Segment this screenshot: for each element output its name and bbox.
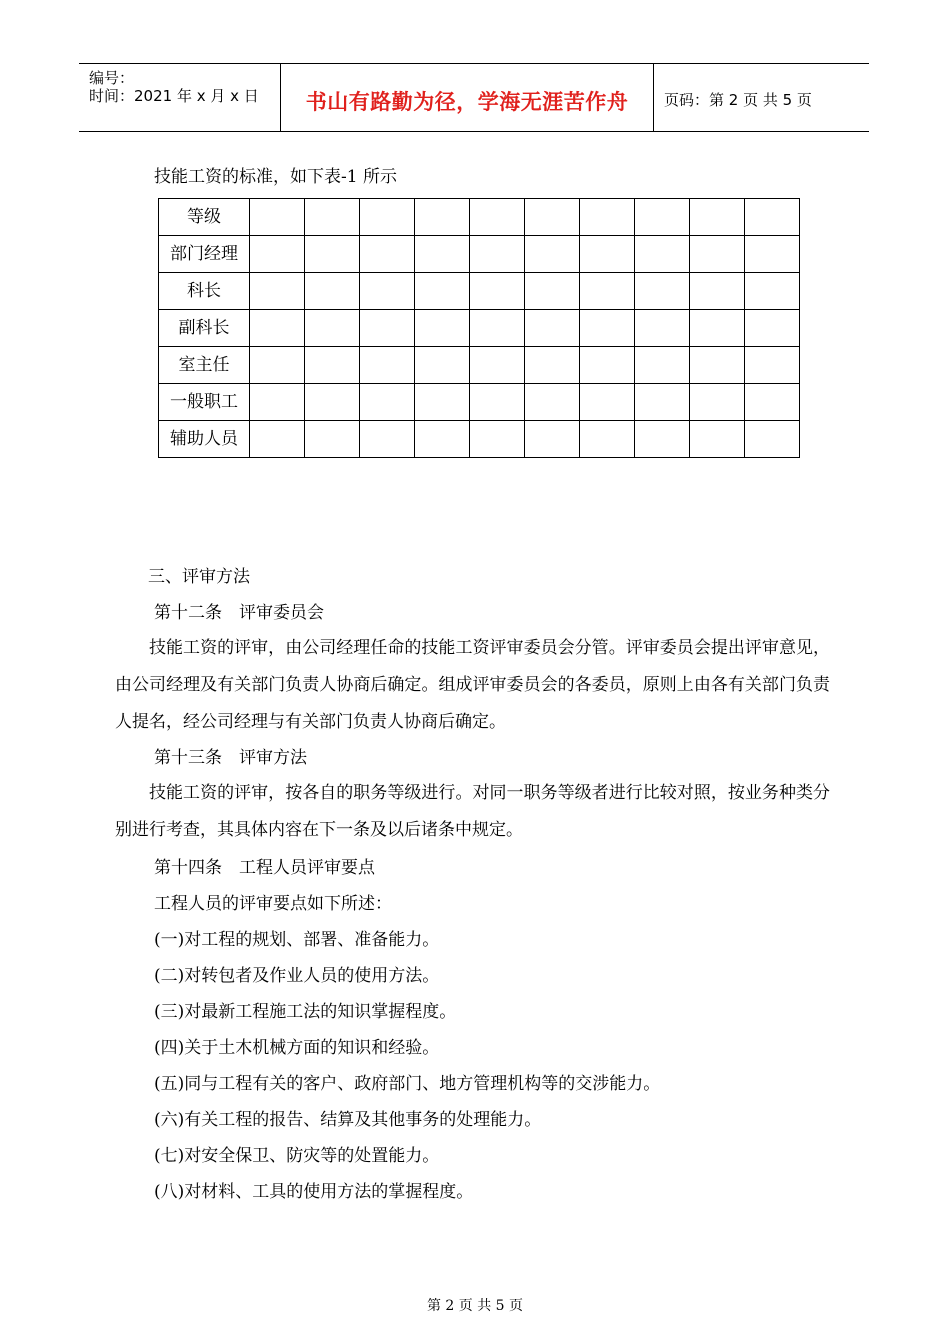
list-item: (六)有关工程的报告、结算及其他事务的处理能力。 <box>154 1110 542 1130</box>
table-cell <box>415 236 470 273</box>
table-cell <box>745 421 800 458</box>
table-cell <box>690 236 745 273</box>
row-label: 副科长 <box>159 310 250 347</box>
row-label: 等级 <box>159 199 250 236</box>
header-motto-cell <box>281 64 654 131</box>
table-cell <box>470 310 525 347</box>
table-cell <box>305 384 360 421</box>
table-row <box>159 199 800 236</box>
table-cell <box>525 236 580 273</box>
article12-title: 第十二条 评审委员会 <box>154 603 324 623</box>
page-info: 页码：第 2 页 共 5 页 <box>664 91 812 109</box>
table-cell <box>360 421 415 458</box>
table-cell <box>250 384 305 421</box>
table-cell <box>580 310 635 347</box>
table-cell <box>525 310 580 347</box>
table-row <box>159 421 800 458</box>
article13-title: 第十三条 评审方法 <box>154 748 307 768</box>
header-meta <box>79 64 281 131</box>
list-item: (一)对工程的规划、部署、准备能力。 <box>154 930 440 950</box>
table-cell <box>470 384 525 421</box>
table-cell <box>690 384 745 421</box>
page-footer: 第 2 页 共 5 页 <box>426 1298 524 1314</box>
table-cell <box>305 273 360 310</box>
table-cell <box>305 236 360 273</box>
table-row <box>159 347 800 384</box>
row-label: 辅助人员 <box>159 421 250 458</box>
table-cell <box>250 421 305 458</box>
table-cell <box>635 384 690 421</box>
table-cell <box>360 273 415 310</box>
list-item: (二)对转包者及作业人员的使用方法。 <box>154 966 440 986</box>
table-cell <box>360 310 415 347</box>
table-cell <box>525 273 580 310</box>
table-cell <box>690 421 745 458</box>
table-cell <box>360 384 415 421</box>
list-item: (五)同与工程有关的客户、政府部门、地方管理机构等的交涉能力。 <box>154 1074 661 1094</box>
table-cell <box>745 199 800 236</box>
table-cell <box>525 384 580 421</box>
table-cell <box>305 421 360 458</box>
table-cell <box>305 310 360 347</box>
table-cell <box>635 310 690 347</box>
table-cell <box>580 421 635 458</box>
table-cell <box>250 273 305 310</box>
table-cell <box>635 347 690 384</box>
table-cell <box>690 347 745 384</box>
salary-grade-table <box>158 198 800 458</box>
table-cell <box>690 273 745 310</box>
table-cell <box>745 273 800 310</box>
article12-body: 技能工资的评审，由公司经理任命的技能工资评审委员会分管。评审委员会提出评审意见，由公司经理及有关部门负责人协商后确定。组成评审委员会的各委员，原则上由各有关部门负责人提名，经公司经理与有关部门负责人协商后确定。 <box>115 638 830 732</box>
table-cell <box>580 347 635 384</box>
table-cell <box>690 199 745 236</box>
table-cell <box>635 236 690 273</box>
row-label: 一般职工 <box>159 384 250 421</box>
table-cell <box>635 273 690 310</box>
table-cell <box>305 199 360 236</box>
table-cell <box>415 273 470 310</box>
list-item: (七)对安全保卫、防灾等的处置能力。 <box>154 1146 440 1166</box>
article14-title: 第十四条 工程人员评审要点 <box>154 858 375 878</box>
header-page-cell <box>654 64 869 131</box>
table-cell <box>360 347 415 384</box>
table-cell <box>580 273 635 310</box>
time-label: 时间：2021 年 x 月 x 日 <box>89 87 259 105</box>
section-heading: 三、评审方法 <box>148 567 250 587</box>
table-cell <box>525 199 580 236</box>
article13-body: 技能工资的评审，按各自的职务等级进行。对同一职务等级者进行比较对照，按业务种类分别进行考查，其具体内容在下一条及以后诸条中规定。 <box>115 783 830 840</box>
table-cell <box>470 347 525 384</box>
table-row <box>159 310 800 347</box>
table-cell <box>525 347 580 384</box>
table-cell <box>745 384 800 421</box>
row-label: 部门经理 <box>159 236 250 273</box>
list-item: (三)对最新工程施工法的知识掌握程度。 <box>154 1002 457 1022</box>
table-cell <box>635 421 690 458</box>
table-cell <box>635 199 690 236</box>
table-cell <box>525 421 580 458</box>
row-label: 科长 <box>159 273 250 310</box>
table-cell <box>360 199 415 236</box>
table-cell <box>250 347 305 384</box>
row-label: 室主任 <box>159 347 250 384</box>
table-cell <box>745 236 800 273</box>
table-row <box>159 236 800 273</box>
table-cell <box>360 236 415 273</box>
table-cell <box>745 347 800 384</box>
table-cell <box>250 236 305 273</box>
list-item: (八)对材料、工具的使用方法的掌握程度。 <box>154 1182 474 1202</box>
table-cell <box>415 384 470 421</box>
table-cell <box>305 347 360 384</box>
table-cell <box>415 199 470 236</box>
table-cell <box>580 199 635 236</box>
table-cell <box>470 236 525 273</box>
motto: 书山有路勤为径，学海无涯苦作舟 <box>305 90 629 114</box>
table-cell <box>415 347 470 384</box>
page-header <box>79 63 869 132</box>
table-cell <box>745 310 800 347</box>
article14-intro: 工程人员的评审要点如下所述： <box>154 894 392 914</box>
table-cell <box>470 199 525 236</box>
table-cell <box>250 199 305 236</box>
table-cell <box>415 310 470 347</box>
number-label: 编号： <box>89 69 135 87</box>
table-cell <box>690 310 745 347</box>
table-cell <box>250 310 305 347</box>
table-row <box>159 384 800 421</box>
table-cell <box>470 421 525 458</box>
table-cell <box>470 273 525 310</box>
table-cell <box>415 421 470 458</box>
table-caption: 技能工资的标准，如下表-1 所示 <box>154 167 397 187</box>
list-item: (四)关于土木机械方面的知识和经验。 <box>154 1038 440 1058</box>
table-row <box>159 273 800 310</box>
table-cell <box>580 236 635 273</box>
table-cell <box>580 384 635 421</box>
